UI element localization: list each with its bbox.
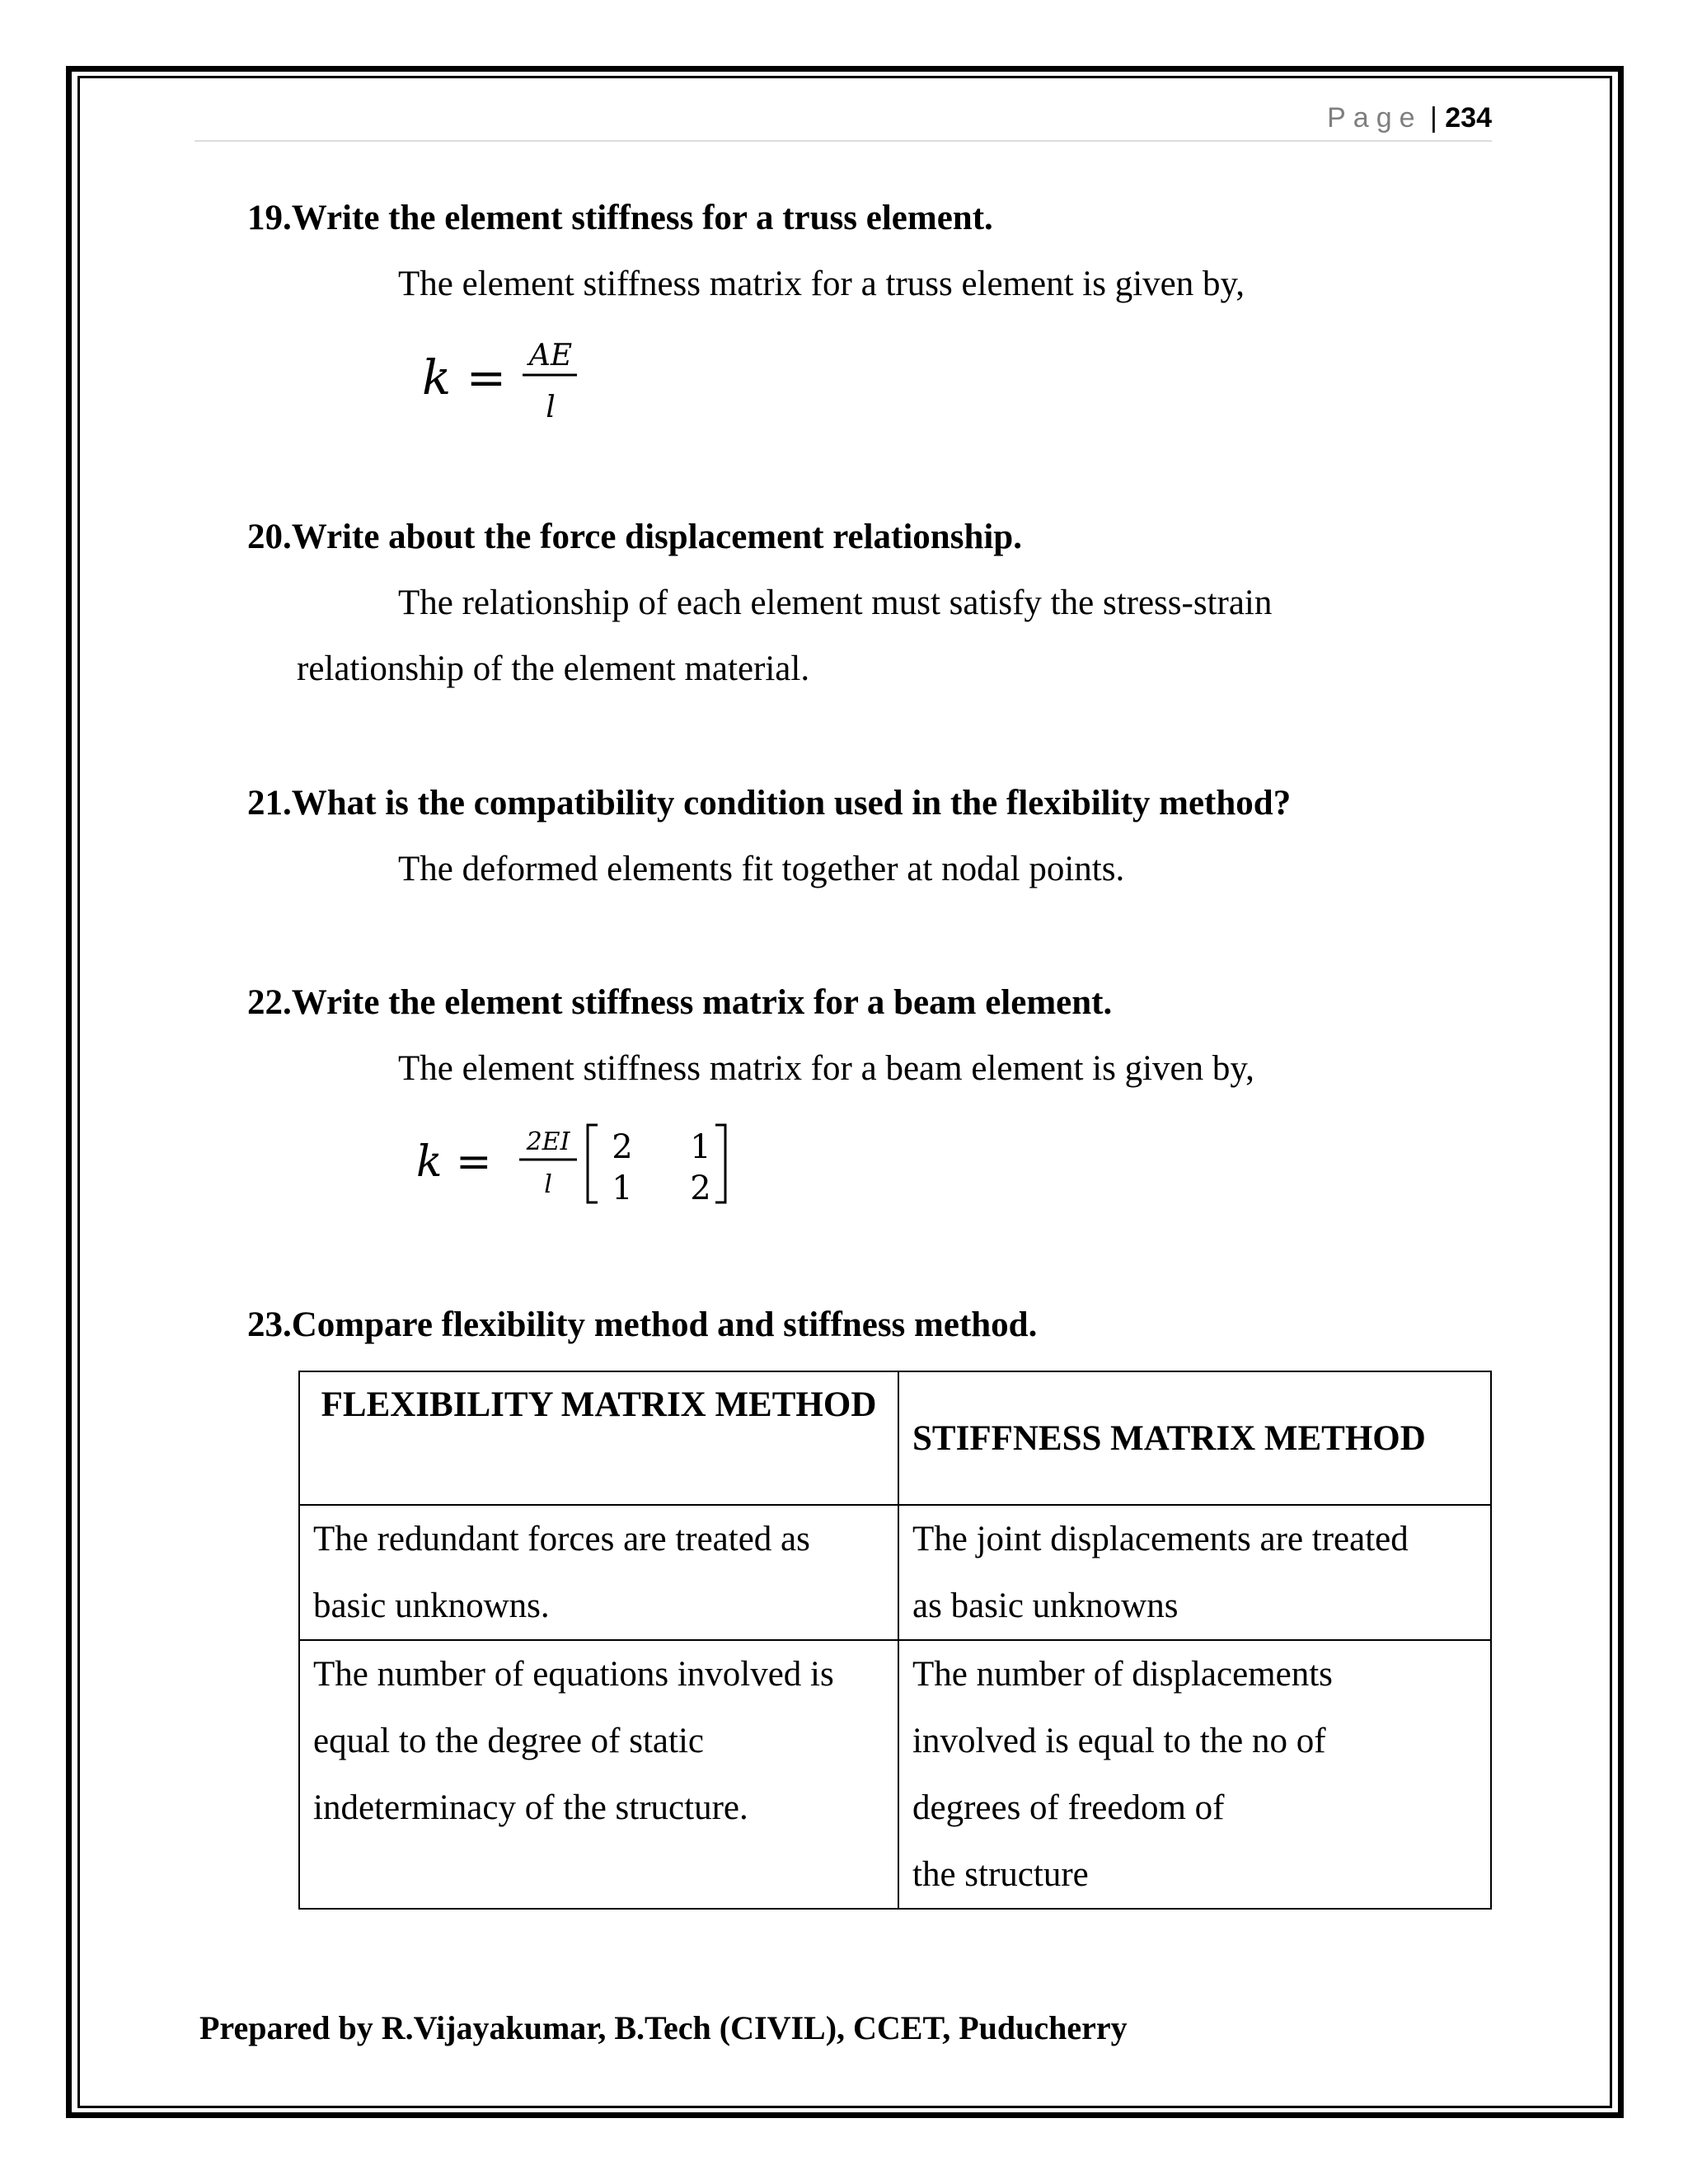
formula-denominator: l: [544, 1170, 552, 1199]
question-22-title: 22.Write the element stiffness matrix for a beam element.: [247, 983, 1113, 1022]
cell-line: involved is equal to the no of: [912, 1722, 1326, 1760]
table-cell-right: [898, 1505, 1491, 1640]
matrix-cell: 2: [612, 1128, 633, 1166]
table-row: [299, 1640, 1491, 1909]
truss-stiffness-formula: [412, 330, 593, 437]
cell-line: basic unknowns.: [313, 1586, 550, 1625]
page-footer: Prepared by R.Vijayakumar, B.Tech (CIVIL), CCET, Puducherry: [199, 2009, 1128, 2046]
beam-stiffness-formula: [408, 1117, 754, 1216]
matrix-cell: 1: [612, 1169, 633, 1207]
question-22-answer: The element stiffness matrix for a beam element is given by,: [398, 1049, 1254, 1088]
question-19-answer: The element stiffness matrix for a truss element is given by,: [398, 265, 1245, 303]
formula-lhs: k =: [422, 349, 507, 405]
table-cell-left: [299, 1505, 898, 1640]
comparison-table: [298, 1371, 1492, 1910]
cell-line: the structure: [912, 1855, 1089, 1894]
formula-lhs: k =: [416, 1137, 492, 1187]
question-19-title: 19.Write the element stiffness for a truss element.: [247, 199, 993, 237]
cell-line: as basic unknowns: [912, 1586, 1179, 1625]
cell-line: indeterminacy of the structure.: [313, 1788, 748, 1827]
page-number: 234: [1445, 102, 1492, 134]
matrix-left-bracket: [588, 1125, 598, 1202]
matrix-cell: 2: [690, 1169, 711, 1207]
table-header-stiffness: STIFFNESS MATRIX METHOD: [898, 1371, 1491, 1505]
table-header-flexibility: FLEXIBILITY MATRIX METHOD: [299, 1371, 898, 1505]
cell-line: The number of equations involved is: [313, 1655, 834, 1694]
question-20-answer-line1: The relationship of each element must satisfy the stress-strain: [398, 583, 1273, 622]
page-number-label: [1327, 102, 1492, 134]
matrix-right-bracket: [715, 1125, 725, 1202]
page-separator: |: [1429, 102, 1446, 134]
table-header-row: [299, 1371, 1491, 1505]
formula-numerator: AE: [528, 339, 573, 373]
formula-numerator: 2EI: [526, 1127, 570, 1156]
table-row: [299, 1505, 1491, 1640]
question-20-answer-line2: relationship of the element material.: [297, 649, 810, 688]
cell-line: The redundant forces are treated as: [313, 1520, 810, 1558]
cell-line: The number of displacements: [912, 1655, 1333, 1694]
cell-line: degrees of freedom of: [912, 1788, 1225, 1827]
cell-line: The joint displacements are treated: [912, 1520, 1409, 1558]
table-cell-right: [898, 1640, 1491, 1909]
formula-denominator: l: [546, 391, 556, 424]
cell-line: equal to the degree of static: [313, 1722, 704, 1760]
matrix-cell: 1: [690, 1128, 711, 1166]
question-21-answer: The deformed elements fit together at nodal points.: [398, 850, 1125, 888]
question-21-title: 21.What is the compatibility condition used in the flexibility method?: [247, 784, 1292, 823]
table-cell-left: [299, 1640, 898, 1909]
question-20-title: 20.Write about the force displacement relationship.: [247, 518, 1022, 556]
question-23-title: 23.Compare flexibility method and stiffness method.: [247, 1305, 1038, 1344]
page-header: [195, 97, 1492, 142]
page-word: Page: [1327, 102, 1423, 134]
